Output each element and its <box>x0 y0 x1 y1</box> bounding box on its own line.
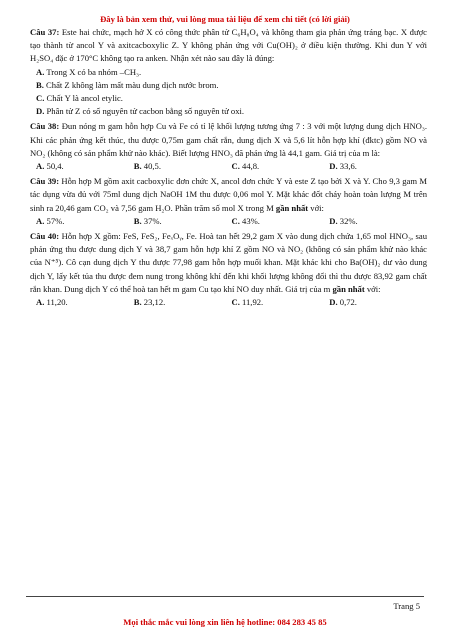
question-label: Câu 38: <box>30 121 60 132</box>
question-text: Hỗn hợp M gồm axit cacboxylic đơn chức X, ancol đơn chức Y và este Z tạo bởi X và Y. Cho 9,3 gam M tác dụng vừa đủ với 75ml dung dịch NaOH 1M thu được 0,06 mol Y. Mặt khác đốt cháy hoàn toàn lượng M trên sinh ra 20,46 gam CO₂ và 7,56 gam H₂O. Phần trăm số mol X trong M <box>30 176 427 213</box>
question-emphasis: gần nhất <box>275 202 309 213</box>
option-c: C. 43%. <box>231 215 260 226</box>
hotline-footer: Mọi thắc mắc vui lòng xin liên hệ hotline: 084 283 45 85 <box>123 617 327 627</box>
option-b: B. 40,5. <box>133 161 161 172</box>
preview-banner: Đây là bản xem thử, vui lòng mua tài liệu để xem chi tiết (có lời giải) <box>100 14 350 24</box>
option-a: A. 11,20. <box>36 297 68 308</box>
options-row <box>30 160 427 173</box>
question-37 <box>30 26 427 118</box>
question-label: Câu 37: <box>30 27 60 37</box>
option-a: A. 50,4. <box>36 161 64 172</box>
question-label: Câu 40: <box>30 231 60 242</box>
question-40 <box>30 230 427 309</box>
question-text: Hỗn hợp X gồm: FeS, FeS₂, FeₓOᵧ, Fe. Hoà tan hết 29,2 gam X vào dung dịch chứa 1,65 mol HNO₃, sau phản ứng thu được dung dịch Y và 38,7 gam hỗn hợp khí Z gồm NO và NO₂ (không có sản phẩm khử nào khác của N⁺⁵). Cô cạn dung dịch Y thu được 77,98 gam hỗn hợp muối khan. Mặt khác khi cho Ba(OH)₂ dư vào dung dịch Y, lấy kết tủa thu được đem nung trong không khí đến khi khối lượng không đổi thì thu được 83,92 gam chất rắn khan. Dung dịch Y có thể hoà tan hết m gam Cu tạo khí NO duy nhất. Giá trị của m <box>30 231 427 294</box>
option-c: C. 44,8. <box>231 161 260 172</box>
question-tail: với: <box>310 202 324 213</box>
option-a: A. Trong X có ba nhóm –CH₃. <box>36 66 142 77</box>
option-d: D. 32%. <box>329 215 358 226</box>
option-d: D. 0,72. <box>329 297 357 308</box>
question-39 <box>30 175 427 228</box>
question-text: Đun nóng m gam hỗn hợp Cu và Fe có tỉ lệ khối lượng tương ứng 7 : 3 với một lượng dung dịch HNO₃. Khi các phản ứng kết thúc, thu được 0,75m gam chất rắn, dung dịch X và 5,6 lít hỗn hợp khí (đktc) gồm NO và NO₂ (không có sản phẩm khử nào khác). Biết lượng HNO₃ đã phản ứng là 44,1 gam. Giá trị của m là: <box>30 121 427 158</box>
option-c: C. 11,92. <box>231 297 264 308</box>
question-list <box>30 26 427 311</box>
footer-divider <box>26 596 424 597</box>
option-d: D. Phân tử Z có số nguyên tử cacbon bằng số nguyên tử oxi. <box>36 106 245 117</box>
option-b: B. 37%. <box>133 215 162 226</box>
option-b: B. 23,12. <box>133 297 166 308</box>
question-label: Câu 39: <box>30 176 60 187</box>
page-number: Trang 5 <box>393 601 420 611</box>
options-row <box>30 296 427 309</box>
question-38 <box>30 120 427 173</box>
question-tail: với: <box>366 283 381 294</box>
question-emphasis: gần nhất <box>332 283 365 294</box>
options-row <box>30 215 427 228</box>
option-d: D. 33,6. <box>329 161 357 172</box>
option-b: B. Chất Z không làm mất màu dung dịch nước brom. <box>36 79 219 90</box>
option-a: A. 57%. <box>36 215 65 226</box>
option-c: C. Chất Y là ancol etylic. <box>36 93 123 104</box>
question-text: Este hai chức, mạch hở X có công thức phân tử C₆H₈O₄ và không tham gia phản ứng tráng bạc. X được tạo thành từ ancol Y và axitcacboxylic Z. Y không phản ứng với Cu(OH)₂ ở điều kiện thường. Khi đun Y với H₂SO₄ đặc ở 170°C không tạo ra anken. Nhận xét nào sau đây là đúng: <box>30 27 427 64</box>
